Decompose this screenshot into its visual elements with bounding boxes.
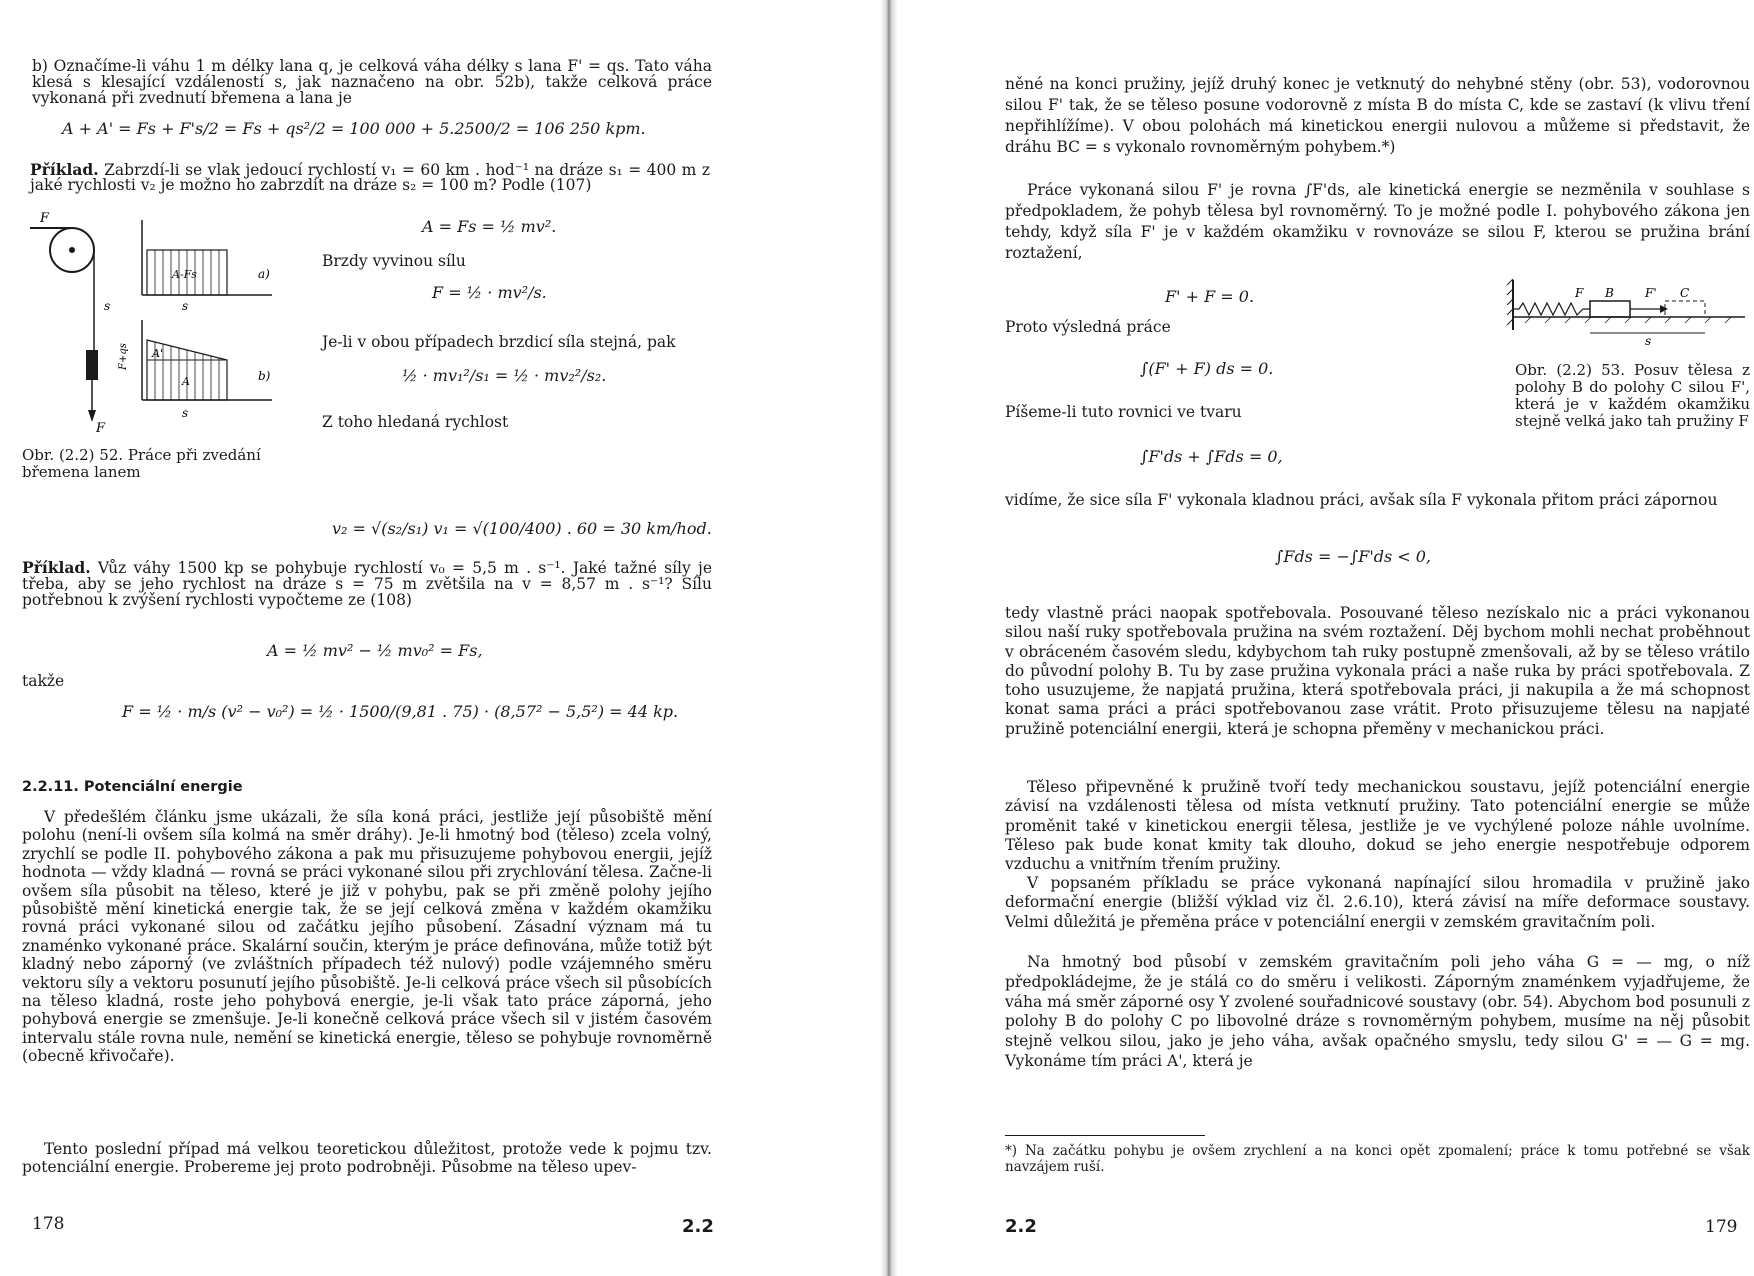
graph-a-s: s [182, 299, 189, 313]
right-paragraph-2: Práce vykonaná silou F' je rovna ∫F'ds, ale kinetická energie se nezměnila v souhlase s předpokladem, že pohyb tělesa byl rovnoměrný. To je možné podle I. pohybového zákona jen tehdy, když síla F' je v každém okamžiku v rovnováze se silou F, kterou se pružina brání roztažení, [1005, 181, 1750, 262]
fig53-label-s: s [1645, 334, 1652, 348]
example-1-label: Příklad. [30, 160, 99, 179]
left-footer-section: 2.2 [682, 1216, 714, 1237]
equation-A-kinetic: A = Fs = ½ mv². [422, 217, 557, 236]
left-page [22, 0, 772, 1276]
paragraph-b: b) Označíme-li váhu 1 m délky lana q, je celková váha délky s lana F' = qs. Tato váha klesá s klesající vzdáleností s, jak naznačeno na obr. 52b), takže celková práce vykonaná při zvednutí břemena a lana je [32, 57, 712, 107]
section-paragraph-2: Tento poslední případ má velkou teoretickou důležitost, protože vede k pojmu tzv. potenciální energie. Probereme jej proto podrobněji. Působme na těleso upev- [22, 1140, 712, 1177]
jeli-text: Je-li v obou případech brzdicí síla stejná, pak [322, 333, 676, 351]
figure-52-caption: Obr. (2.2) 52. Práce při zvedání břemena lanem [22, 446, 261, 481]
graph-a-tag: a) [258, 267, 270, 281]
right-equation-integral-sum: ∫(F' + F) ds = 0. [1140, 359, 1274, 378]
example-2 [22, 560, 712, 608]
fig52-label-F: F [40, 211, 50, 226]
piseme-text: Píšeme-li tuto rovnici ve tvaru [1005, 403, 1242, 421]
spring [1513, 303, 1590, 315]
fig53-label-F2: F' [1645, 286, 1657, 300]
graph-b-s: s [182, 406, 189, 420]
right-footer-section: 2.2 [1005, 1216, 1037, 1237]
equation-total-work: A + A' = Fs + F's/2 = Fs + qs²/2 = 100 000 + 5.2500/2 = 106 250 kpm. [62, 119, 646, 138]
takze-text: takže [22, 672, 65, 690]
right-equation-two-integrals: ∫F'ds + ∫Fds = 0, [1140, 447, 1283, 466]
book-gutter [880, 0, 898, 1276]
example-2-label: Příklad. [22, 558, 91, 577]
equation-F-pull: F = ½ · m/s (v² − v₀²) = ½ · 1500/(9,81 . 75) · (8,57² − 5,5²) = 44 kp. [122, 702, 679, 721]
right-paragraph-6: Na hmotný bod působí v zemském gravitačním poli jeho váha G = — mg, o níž předpokládejme, že je stálá co do směru i velikosti. Záporným znaménkem vyjadřujeme, že váha má směr záporné osy Y zvolené souřadnicové soustavy (obr. 54). Abychom bod posunuli z polohy B do polohy C po libovolné dráze s rovnoměrným pohybem, musíme na něj působit stejně velkou silou, jako je jeho váha, avšak opačného smyslu, tedy silou G' = — G = mg. Vykonáme tím práci A', která je [1005, 953, 1750, 1070]
right-paragraph-4: Těleso připevněné k pružině tvoří tedy mechanickou soustavu, jejíž potenciální energie závisí na vzdálenosti tělesa od místa vetknutí pružiny. Tato potenciální energie se může proměnit také v kinetickou energii tělesa, jestliže je ve vychýlené poloze náhle uvolníme. Těleso pak bude konat kmity tak dlouho, dokud se jeho energie nespotřebuje odporem vzduchu a vnitřním třením pružiny. [1005, 778, 1750, 874]
example-1-text: Zabrzdí-li se vlak jedoucí rychlostí v₁ = 60 km . hod⁻¹ na dráze s₁ = 400 m z jaké rychlosti v₂ je možno ho zabrzdit na dráze s₂ = 100 m? Podle (107) [30, 161, 710, 194]
footnote: *) Na začátku pohybu je ovšem zrychlení a na konci opět zpomalení; práce k tomu potřebné se však navzájem ruší. [1005, 1143, 1750, 1175]
graph-b-tag: b) [258, 369, 271, 383]
fig53-label-B: B [1605, 286, 1614, 300]
fig52-label-F-bottom: F [96, 421, 106, 435]
footnote-rule [1005, 1135, 1205, 1136]
section-title: 2.2.11. Potenciální energie [22, 779, 243, 795]
block-B [1590, 301, 1630, 317]
equation-A-velocity: A = ½ mv² − ½ mv₀² = Fs, [267, 641, 483, 660]
graph-b-label-a: A [182, 375, 190, 388]
graph-b-label-a2: A' [152, 347, 163, 360]
section-paragraph-1: V předešlém článku jsme ukázali, že síla koná práci, jestliže její působiště mění polohu (není-li ovšem síla kolmá na směr dráhy). Je-li hmotný bod (těleso) zcela volný, zrychlí se podle II. pohybového zákona a pak mu přisuzujeme pohybovou energii, jejíž hodnota — vždy kladná — rovná se práci vykonané silou při zrychlování tělesa. Začne-li ovšem síla působit na těleso, které je již v pohybu, pak se při změně polohy jejího působiště mění kinetická energie tak, že se její celková změna v každém okamžiku rovná práci vykonané silou od začátku jejího působení. Zásadní význam má tu znaménko vykonané práce. Skalární součin, kterým je práce definována, může totiž být kladný nebo záporný (ve zvláštních případech též nulový) podle vzájemného směru vektoru síly a vektoru posunutí jejího působiště. Je-li celková práce všech sil působících na těleso kladná, roste jeho pohybová energie, je-li však tato práce záporná, jeho pohybová energie se zmenšuje. Je-li konečně celková práce všech sil v jistém časovém intervalu stále rovna nule, nemění se kinetická energie, těleso se pohybuje rovnoměrně (obecně křivočaře). [22, 808, 712, 1066]
load-weight [86, 350, 98, 380]
brzdy-text: Brzdy vyvinou sílu [322, 252, 466, 270]
fig52-label-s-vert: s [104, 299, 111, 313]
graph-b-Fqs: F+qs [118, 343, 129, 370]
equation-equal-forces: ½ · mv₁²/s₁ = ½ · mv₂²/s₂. [402, 366, 607, 385]
proto-text: Proto výsledná práce [1005, 318, 1171, 336]
graph-a-label: A-Fs [172, 268, 197, 281]
figure-53-caption: Obr. (2.2) 53. Posuv tělesa z polohy B do polohy C silou F', která je v každém okamžiku stejně velká jako tah pružiny F [1515, 361, 1750, 430]
example-1 [30, 162, 710, 193]
right-equation-balance: F' + F = 0. [1165, 287, 1255, 306]
block-C [1665, 301, 1705, 317]
ztoho-text: Z toho hledaná rychlost [322, 413, 509, 431]
example-2-text: Vůz váhy 1500 kp se pohybuje rychlostí v₀ = 5,5 m . s⁻¹. Jaké tažné síly je třeba, aby se jeho rychlost na dráze s = 75 m zvětšila na v = 8,57 m . s⁻¹? Sílu potřebnou k zvýšení rychlosti vypočteme ze (108) [22, 559, 712, 609]
right-page [1005, 0, 1750, 1276]
left-page-number: 178 [32, 1214, 65, 1234]
right-paragraph-5: V popsaném příkladu se práce vykonaná napínající silou hromadila v pružině jako deformační energie (bližší výklad viz čl. 2.6.10), která závisí na míře deformace soustavy. Velmi důležitá je přeměna práce v potenciální energii v zemském gravitačním poli. [1005, 874, 1750, 931]
right-equation-negative-work: ∫Fds = −∫F'ds < 0, [1275, 547, 1432, 566]
figure-52 [22, 210, 282, 435]
fig53-label-C: C [1680, 286, 1690, 300]
figure-53 [1505, 275, 1750, 350]
right-page-number: 179 [1705, 1217, 1738, 1237]
equation-F-brake: F = ½ · mv²/s. [432, 283, 547, 302]
fig53-label-F: F [1575, 286, 1584, 300]
vidime-text: vidíme, že sice síla F' vykonala kladnou práci, avšak síla F vykonala přitom práci zápornou [1005, 491, 1718, 509]
right-paragraph-3: tedy vlastně práci naopak spotřebovala. Posouvané těleso nezískalo nic a práci vykonanou silou naší ruky spotřebovala pružina na svém roztažení. Děj bychom mohli nechat proběhnout v obráceném časovém sledu, kdybychom tah ruky postupně zmenšovali, až by se těleso vrátilo do původní polohy B. Tu by zase pružina vykonala práci a naše ruka by práci spotřebovala. Z toho usuzujeme, že napjatá pružina, která spotřebovala práci, ji nakupila a že má schopnost konat sama práci a práci spotřebovanou zase vrátit. Proto přisuzujeme tělesu na napjaté pružině potenciální energii, která je schopna přeměny v mechanickou práci. [1005, 604, 1750, 738]
right-paragraph-1: něné na konci pružiny, jejíž druhý konec je vetknutý do nehybné stěny (obr. 53), vodorovnou silou F' tak, že se těleso posune vodorovně z místa B do místa C, kde se zastaví (k vlivu tření nepřihlížíme). V obou polohách má kinetickou energii nulovou a můžeme si představit, že dráhu BC = s vykonalo rovnoměrným pohybem.*) [1005, 75, 1750, 156]
equation-v2: v₂ = √(s₂/s₁) v₁ = √(100/400) . 60 = 30 km/hod. [332, 519, 712, 538]
